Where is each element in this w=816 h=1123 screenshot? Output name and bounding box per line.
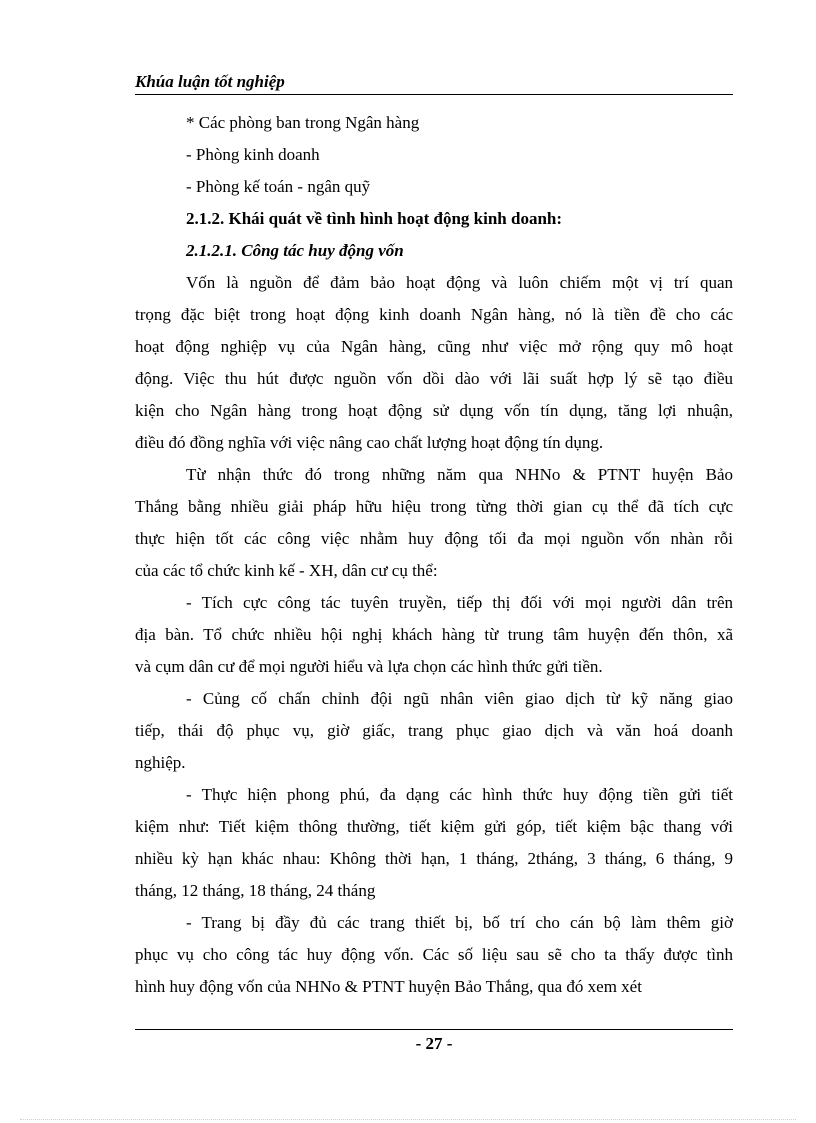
paragraph-line: nghiệp. [135, 753, 186, 772]
paragraph-line: nhiều kỳ hạn khác nhau: Không thời hạn, 1 tháng, 2tháng, 3 tháng, 6 tháng, 9 [135, 849, 733, 868]
paragraph-line: địa bàn. Tổ chức nhiều hội nghị khách hàng từ trung tâm huyện đến thôn, xã [135, 625, 733, 644]
page-bottom-border [20, 1119, 796, 1120]
list-item: - Phòng kinh doanh [186, 145, 320, 164]
footer-rule [135, 1029, 733, 1030]
header-title: Khúa luận tốt nghiệp [135, 72, 285, 91]
paragraph-line: Thắng bằng nhiều giải pháp hữu hiệu trong từng thời gian cụ thể đã tích cực [135, 497, 733, 516]
page-header [135, 68, 733, 95]
list-item: - Phòng kế toán - ngân quỹ [186, 177, 371, 196]
paragraph-line: kiện cho Ngân hàng trong hoạt động sử dụng vốn tín dụng, tăng lợi nhuận, [135, 401, 733, 420]
paragraph-line: tháng, 12 tháng, 18 tháng, 24 tháng [135, 881, 376, 900]
paragraph-line: thực hiện tốt các công việc nhằm huy động tối đa mọi nguồn vốn nhàn rỗi [135, 529, 733, 548]
paragraph-line: hình huy động vốn của NHNo & PTNT huyện Bảo Thắng, qua đó xem xét [135, 977, 642, 996]
document-body [135, 107, 733, 1003]
paragraph-line: Vốn là nguồn để đảm bảo hoạt động và luôn chiếm một vị trí quan [186, 273, 733, 292]
paragraph-line: hoạt động nghiệp vụ của Ngân hàng, cũng như việc mở rộng quy mô hoạt [135, 337, 733, 356]
paragraph-line: - Trang bị đầy đủ các trang thiết bị, bố trí cho cán bộ làm thêm giờ [186, 913, 733, 932]
paragraph-line: - Tích cực công tác tuyên truyền, tiếp thị đối với mọi người dân trên [186, 593, 733, 612]
paragraph-line: động. Việc thu hút được nguồn vốn dồi dào với lãi suất hợp lý sẽ tạo điều [135, 369, 733, 388]
paragraph-line: - Thực hiện phong phú, đa dạng các hình thức huy động tiền gửi tiết [186, 785, 733, 804]
paragraph-line: trọng đặc biệt trong hoạt động kinh doanh Ngân hàng, nó là tiền đề cho các [135, 305, 733, 324]
paragraph-line: Từ nhận thức đó trong những năm qua NHNo & PTNT huyện Bảo [186, 465, 733, 484]
paragraph-line: của các tổ chức kinh kế - XH, dân cư cụ thể: [135, 561, 438, 580]
paragraph-line: phục vụ cho công tác huy động vốn. Các số liệu sau sẽ cho ta thấy được tình [135, 945, 733, 964]
section-note-departments: * Các phòng ban trong Ngân hàng [186, 113, 420, 132]
section-heading: 2.1.2. Khái quát về tình hình hoạt động kinh doanh: [186, 209, 563, 228]
paragraph-line: và cụm dân cư để mọi người hiểu và lựa chọn các hình thức gửi tiền. [135, 657, 603, 676]
paragraph-line: điều đó đồng nghĩa với việc nâng cao chất lượng hoạt động tín dụng. [135, 433, 604, 452]
page-number: - 27 - [415, 1034, 453, 1053]
subsection-heading: 2.1.2.1. Công tác huy động vốn [186, 241, 404, 260]
paragraph-line: - Củng cố chấn chỉnh đội ngũ nhân viên giao dịch từ kỹ năng giao [186, 689, 733, 708]
paragraph-line: kiệm như: Tiết kiệm thông thường, tiết kiệm gửi góp, tiết kiệm bậc thang với [135, 817, 733, 836]
paragraph-line: tiếp, thái độ phục vụ, giờ giấc, trang phục giao dịch và văn hoá doanh [135, 721, 733, 740]
